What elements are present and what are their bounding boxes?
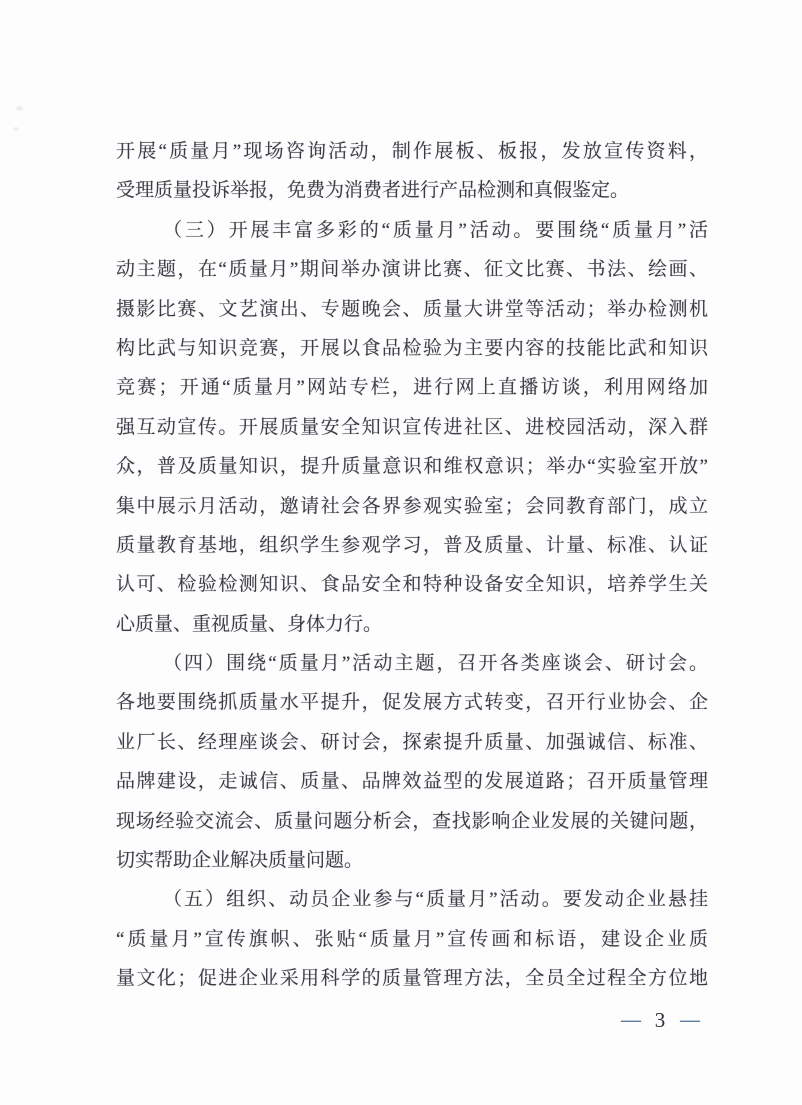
text-line: 摄影比赛、文艺演出、专题晚会、质量大讲堂等活动；举办检测机: [116, 298, 708, 320]
text-line: 认可、检验检测知识、食品安全和特种设备安全知识，培养学生关: [116, 574, 708, 596]
text-line: （四）围绕“质量月”活动主题，召开各类座谈会、研讨会。: [163, 653, 708, 675]
text-line: 受理质量投诉举报，免费为消费者进行产品检测和真假鉴定。: [116, 180, 630, 202]
scan-speck: [16, 106, 23, 111]
text-line: （三）开展丰富多彩的“质量月”活动。要围绕“质量月”活: [163, 219, 708, 241]
page-number: [621, 1008, 699, 1033]
text-line: （五）组织、动员企业参与“质量月”活动。要发动企业悬挂: [163, 889, 708, 911]
text-line: 品牌建设，走诚信、质量、品牌效益型的发展道路；召开质量管理: [116, 771, 708, 793]
text-line: 动主题，在“质量月”期间举办演讲比赛、征文比赛、书法、绘画、: [116, 259, 708, 281]
text-line: “质量月”宣传旗帜、张贴“质量月”宣传画和标语，建设企业质: [116, 928, 708, 950]
text-line: 强互动宣传。开展质量安全知识宣传进社区、进校园活动，深入群: [116, 416, 708, 438]
scan-speck: [13, 127, 19, 131]
text-line: 竞赛；开通“质量月”网站专栏，进行网上直播访谈，利用网络加: [116, 377, 708, 399]
text-line: 切实帮助企业解决质量问题。: [116, 850, 364, 872]
text-line: 构比武与知识竞赛，开展以食品检验为主要内容的技能比武和知识: [116, 337, 708, 359]
page-number-dash-right: —: [680, 1009, 699, 1031]
text-block: [116, 132, 708, 999]
text-line: 业厂长、经理座谈会、研讨会，探索提升质量、加强诚信、标准、: [116, 731, 708, 753]
text-line: 开展“质量月”现场咨询活动，制作展板、板报，发放宣传资料，: [116, 141, 708, 162]
page-number-value: 3: [654, 1008, 666, 1032]
text-line: 量文化；促进企业采用科学的质量管理方法，全员全过程全方位地: [116, 968, 708, 990]
text-line: 心质量、重视质量、身体力行。: [116, 613, 383, 635]
text-line: 集中展示月活动，邀请社会各界参观实验室；会同教育部门，成立: [116, 495, 708, 517]
text-line: 众，普及质量知识，提升质量意识和维权意识；举办“实验室开放”: [116, 456, 708, 478]
page-number-dash-left: —: [621, 1009, 640, 1031]
text-line: 质量教育基地，组织学生参观学习，普及质量、计量、标准、认证: [116, 534, 708, 556]
text-line: 现场经验交流会、质量问题分析会，查找影响企业发展的关键问题，: [116, 810, 708, 832]
text-line: 各地要围绕抓质量水平提升，促发展方式转变，召开行业协会、企: [116, 692, 708, 714]
